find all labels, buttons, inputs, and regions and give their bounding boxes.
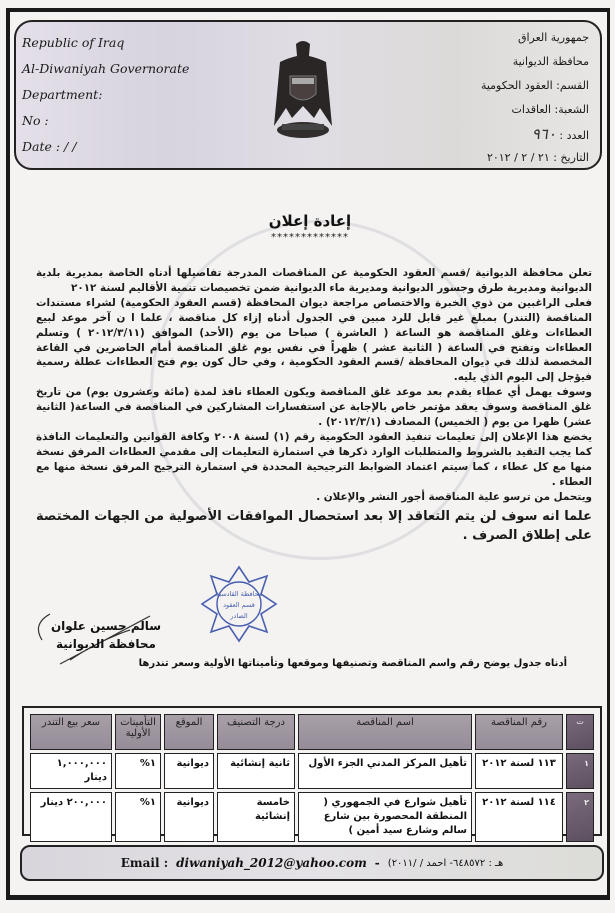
- seal-line-3: الصادر: [230, 612, 248, 620]
- date-value-ar: ٢١ / ٢ / ٢٠١٢: [486, 151, 550, 164]
- signatory-title: محافظة الديوانية: [56, 637, 156, 651]
- section-ar: الشعبة: العاقدات: [511, 103, 589, 116]
- table-row: [30, 792, 594, 842]
- governorate-en: Al-Diwaniyah Governorate: [22, 61, 190, 76]
- cell-name: تأهيل المركز المدني الجزء الأول: [298, 753, 472, 789]
- cell-price: ١,٠٠٠,٠٠٠ دينار: [30, 753, 112, 789]
- title-stars: *************: [271, 232, 349, 243]
- cell-location: ديوانية: [164, 792, 214, 842]
- date-row-ar: [429, 146, 589, 170]
- paragraph-closing: علما انه سوف لن يتم التعاقد إلا بعد استحصال الموافقات الأصولية من الجهات المختصة على إطلاق الصرف .: [36, 508, 592, 543]
- tenders-table-frame: [22, 706, 602, 836]
- official-seal-icon: [200, 565, 278, 643]
- paragraph-fees: ويتحمل من ترسو علية المناقصة أجور النشر والإعلان .: [316, 490, 592, 503]
- announcement-title: إعادة إعلان: [268, 212, 352, 230]
- paragraph-intro: تعلن محافظة الديوانية /قسم العقود الحكومية عن المناقصات المدرجة تفاصيلها أدناه الخاصة بمديرية بلدية الديوانية ومديرية طرق وجسور الديوانية ومديرية ماء الديوانية ضمن تخصيصات تنمية الأقاليم لسنة ٢٠١٢: [36, 267, 592, 294]
- date-label-en: Date : / /: [22, 139, 77, 154]
- cell-insurance: ١%: [115, 792, 161, 842]
- header-classification: درجة التصنيف: [217, 714, 295, 750]
- governorate-ar: محافظة الديوانية: [512, 55, 589, 68]
- header-location: الموقع: [164, 714, 214, 750]
- iraq-eagle-emblem-icon: [262, 36, 344, 142]
- cell-name: تأهيل شوارع في الجمهوري ( المنطقة المحصورة بين شارع سالم وشارع سيد أمين ): [298, 792, 472, 842]
- tenders-table: [27, 711, 597, 845]
- letterhead-english: [22, 30, 222, 160]
- seal-line-2: قسم العقود: [223, 601, 255, 609]
- table-row: [30, 753, 594, 789]
- header-serial: ت: [566, 714, 594, 750]
- footer-bar: [20, 845, 604, 881]
- header-number: رقم المناقصة: [475, 714, 563, 750]
- country-en: Republic of Iraq: [22, 35, 125, 50]
- footer-phone: هـ : ٦٤٨٥٧٢- احمد / /٢٠١١): [387, 857, 504, 869]
- header-insurance: التأمينات الأولية: [115, 714, 161, 750]
- email-label: Email :: [120, 856, 169, 870]
- cell-serial: ٢: [566, 792, 594, 842]
- cell-number: ١١٤ لسنة ٢٠١٢: [475, 792, 563, 842]
- table-caption: أدناه جدول يوضح رقم واسم المناقصة وتصنيفها وموقعها وتأميناتها الأولية وسعر تندرها: [138, 658, 567, 669]
- cell-serial: ١: [566, 753, 594, 789]
- date-label-ar: التاريخ :: [553, 151, 589, 164]
- footer-separator: -: [374, 856, 380, 870]
- number-label-en: No :: [22, 113, 49, 128]
- paragraph-regulations: يخضع هذا الإعلان إلى تعليمات تنفيذ العقود الحكومية رقم (١) لسنة ٢٠٠٨ وكافة القوانين والتعليمات النافذة كما يجب التقيد بالشروط والمتطلبات الوارد ذكرها في استمارة التعليمات إلى مقدمي العطاءات المرفق نسخة منها مع كل عطاء ، كما سيتم اعتماد الضوابط الترجيحية المحددة في استمارة الترجيح المرفق نسخة منها مع العطاء .: [36, 430, 592, 488]
- number-label-ar: العدد :: [559, 129, 589, 142]
- signatory-name: سالم حسين علوان: [50, 619, 162, 633]
- paragraph-validity: وسوف يهمل أي عطاء يقدم بعد موعد غلق المناقصة ويكون العطاء نافذ لمدة (مائة وعشرون يوم) من تاريخ غلق المناقصة وسوف يعقد مؤتمر خاص بالإجابة عن استفسارات المشاركين في المناقصة في الساعة( الثانية عشر) ظهرا من يوم ( الخميس) المصادف (٢٠١٢/٣/١) .: [36, 386, 592, 429]
- cell-classification: ثانية إنشائية: [217, 753, 295, 789]
- cell-number: ١١٣ لسنة ٢٠١٢: [475, 753, 563, 789]
- header-name: اسم المناقصة: [298, 714, 472, 750]
- letterhead-arabic: [429, 26, 589, 170]
- header-price: سعر بيع التندر: [30, 714, 112, 750]
- cell-location: ديوانية: [164, 753, 214, 789]
- seal-line-1: محافظة القادسية: [215, 590, 263, 598]
- signature-block: [36, 617, 176, 653]
- number-value-ar: ٩٦٠: [531, 125, 556, 143]
- table-header-row: [30, 714, 594, 750]
- cell-insurance: ١%: [115, 753, 161, 789]
- cell-price: ٢٠٠,٠٠٠ دينار: [30, 792, 112, 842]
- department-ar: القسم: العقود الحكومية: [480, 79, 589, 92]
- email-link[interactable]: diwaniyah_2012@yahoo.com: [176, 856, 367, 870]
- department-label-en: Department:: [22, 87, 103, 102]
- country-ar: جمهورية العراق: [517, 31, 589, 44]
- cell-classification: خامسة إنشائية: [217, 792, 295, 842]
- announcement-body: [36, 266, 592, 545]
- number-row-ar: [429, 122, 589, 146]
- paragraph-purchase: فعلى الراغبين من ذوي الخبرة والاختصاص مراجعة ديوان المحافظة (قسم العقود الحكومية) لشراء مستندات المناقصة (التندر) بمبلغ غير قابل للرد مبين في الجدول أدناه إزاء كل مناقصة ، علما ا ن آخر موعد لبيع العطاءات وغلق المناقصة هو الساعة ( العاشرة ) صباحا من يوم (الأحد) الموافق (٢٠١٢/٣/١١ ) وتسلم العطاءات وتفتح في الساعة ( الثانية عشر ) ظهراً في نفس يوم غلق المناقصة أمام الحاضرين في القاعة المخصصة لذلك في ديوان المحافظة /قسم العقود الحكومية ، وفي حال كون يوم فتح العطاءات عطلة رسمية فيؤجل إلى اليوم الذي يليه.: [36, 296, 592, 384]
